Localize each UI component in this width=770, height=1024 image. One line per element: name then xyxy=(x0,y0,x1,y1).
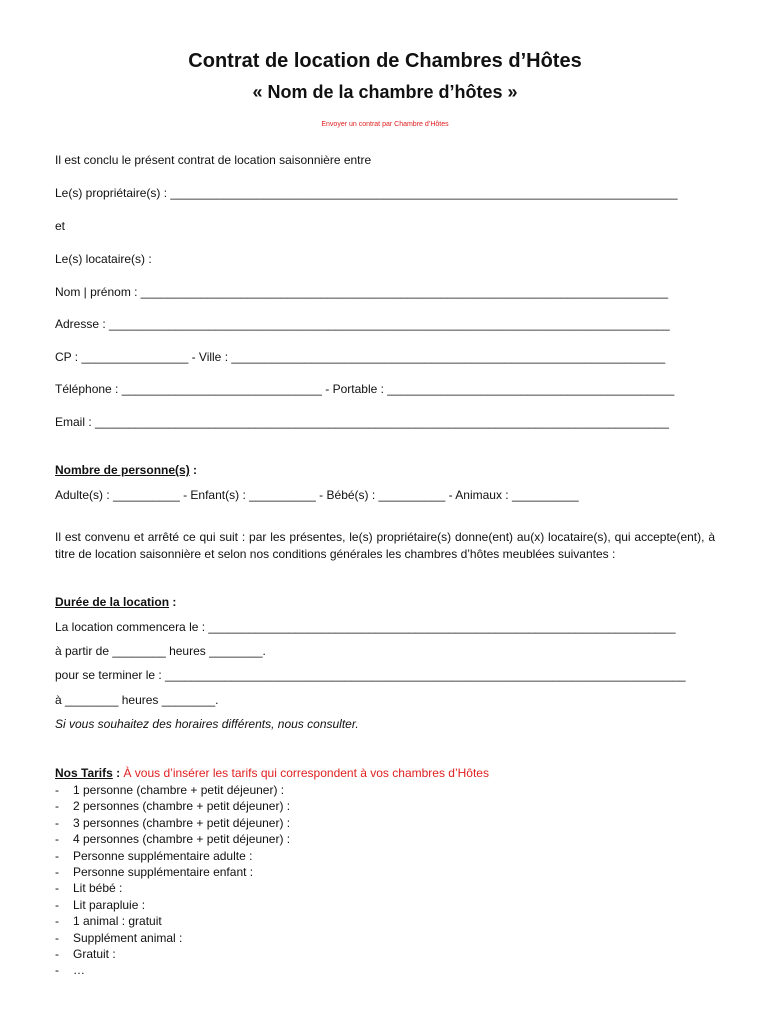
tariff-label: Lit bébé : xyxy=(73,881,123,896)
tariff-label: Supplément animal : xyxy=(73,930,183,945)
tariffs-heading xyxy=(55,766,489,780)
list-dash: - xyxy=(55,897,59,912)
tariff-label: Lit parapluie : xyxy=(73,897,146,912)
tariffs-note: À vous d’insérer les tarifs qui correspondent à vos chambres d’Hôtes xyxy=(123,766,489,780)
tariff-label: 2 personnes (chambre + petit déjeuner) : xyxy=(73,799,291,814)
tariff-label: 1 personne (chambre + petit déjeuner) : xyxy=(73,783,285,797)
duration-heading xyxy=(55,595,176,609)
tariff-label: Personne supplémentaire adulte : xyxy=(73,848,253,863)
list-dash: - xyxy=(55,815,59,830)
list-item xyxy=(55,930,290,946)
list-item xyxy=(55,962,290,978)
tariff-label: 1 animal : gratuit xyxy=(73,914,162,929)
list-item xyxy=(55,831,290,847)
persons-field: Adulte(s) : __________ - Enfant(s) : __________ - Bébé(s) : __________ - Animaux : __________ xyxy=(55,488,579,502)
list-item xyxy=(55,880,290,896)
list-dash: - xyxy=(55,963,59,978)
list-item xyxy=(55,848,290,864)
list-item xyxy=(55,897,290,913)
tariff-label: … xyxy=(73,963,85,978)
list-dash: - xyxy=(55,930,59,945)
tariffs-heading-label: Nos Tarifs xyxy=(55,766,113,780)
list-dash: - xyxy=(55,946,59,961)
address-field: Adresse : ____________________________________________________________________________________ xyxy=(55,317,670,331)
start-time-field: à partir de ________ heures ________. xyxy=(55,644,266,658)
list-dash: - xyxy=(55,848,59,863)
list-item xyxy=(55,798,290,814)
phone-field: Téléphone : ______________________________ - Portable : ___________________________________________ xyxy=(55,382,675,396)
list-item xyxy=(55,782,290,798)
tariff-label: 4 personnes (chambre + petit déjeuner) : xyxy=(73,832,291,847)
and-text: et xyxy=(55,219,66,233)
tariff-label: Gratuit : xyxy=(73,946,116,961)
duration-heading-colon: : xyxy=(169,595,177,609)
list-item xyxy=(55,946,290,962)
list-item xyxy=(55,864,290,880)
email-field: Email : ______________________________________________________________________________________ xyxy=(55,415,669,429)
hours-note: Si vous souhaitez des horaires différents, nous consulter. xyxy=(55,717,359,731)
tariff-label: 3 personnes (chambre + petit déjeuner) : xyxy=(73,815,291,830)
list-item xyxy=(55,815,290,831)
list-dash: - xyxy=(55,832,59,847)
end-date-field: pour se terminer le : ______________________________________________________________________________ xyxy=(55,668,686,682)
tariffs-list xyxy=(55,782,290,979)
persons-heading-label: Nombre de personne(s) xyxy=(55,463,190,477)
page-subtitle: « Nom de la chambre d’hôtes » xyxy=(252,82,518,102)
page-title: Contrat de location de Chambres d’Hôtes xyxy=(188,50,582,72)
name-field: Nom | prénom : _______________________________________________________________________________ xyxy=(55,285,669,299)
start-date-field: La location commencera le : ______________________________________________________________________ xyxy=(55,620,676,634)
list-dash: - xyxy=(55,783,59,797)
intro-text: Il est conclu le présent contrat de location saisonnière entre xyxy=(55,153,372,167)
list-dash: - xyxy=(55,881,59,896)
duration-heading-label: Durée de la location xyxy=(55,595,170,609)
list-dash: - xyxy=(55,799,59,814)
tariffs-heading-colon: : xyxy=(112,766,124,780)
tariff-label: Personne supplémentaire enfant : xyxy=(73,864,254,879)
agreement-paragraph: Il est convenu et arrêté ce qui suit : par les présentes, le(s) propriétaire(s) donne(ent) au(x) locataire(s), qui accepte(ent), à titre de location saisonnière et selon nos conditions générales les chambres d’hôtes meublées suivantes : xyxy=(55,530,715,561)
list-item xyxy=(55,913,290,929)
persons-heading xyxy=(55,463,197,477)
persons-heading-colon: : xyxy=(189,463,198,477)
end-time-field: à ________ heures ________. xyxy=(55,693,219,707)
send-contract-link[interactable]: Envoyer un contrat par Chambre d’Hôtes xyxy=(321,121,449,128)
owner-field: Le(s) propriétaire(s) : ____________________________________________________________________________ xyxy=(55,186,678,200)
list-dash: - xyxy=(55,864,59,879)
tenant-label: Le(s) locataire(s) : xyxy=(55,252,152,266)
cp-city-field: CP : ________________ - Ville : _________________________________________________________________ xyxy=(55,350,666,364)
list-dash: - xyxy=(55,914,59,929)
